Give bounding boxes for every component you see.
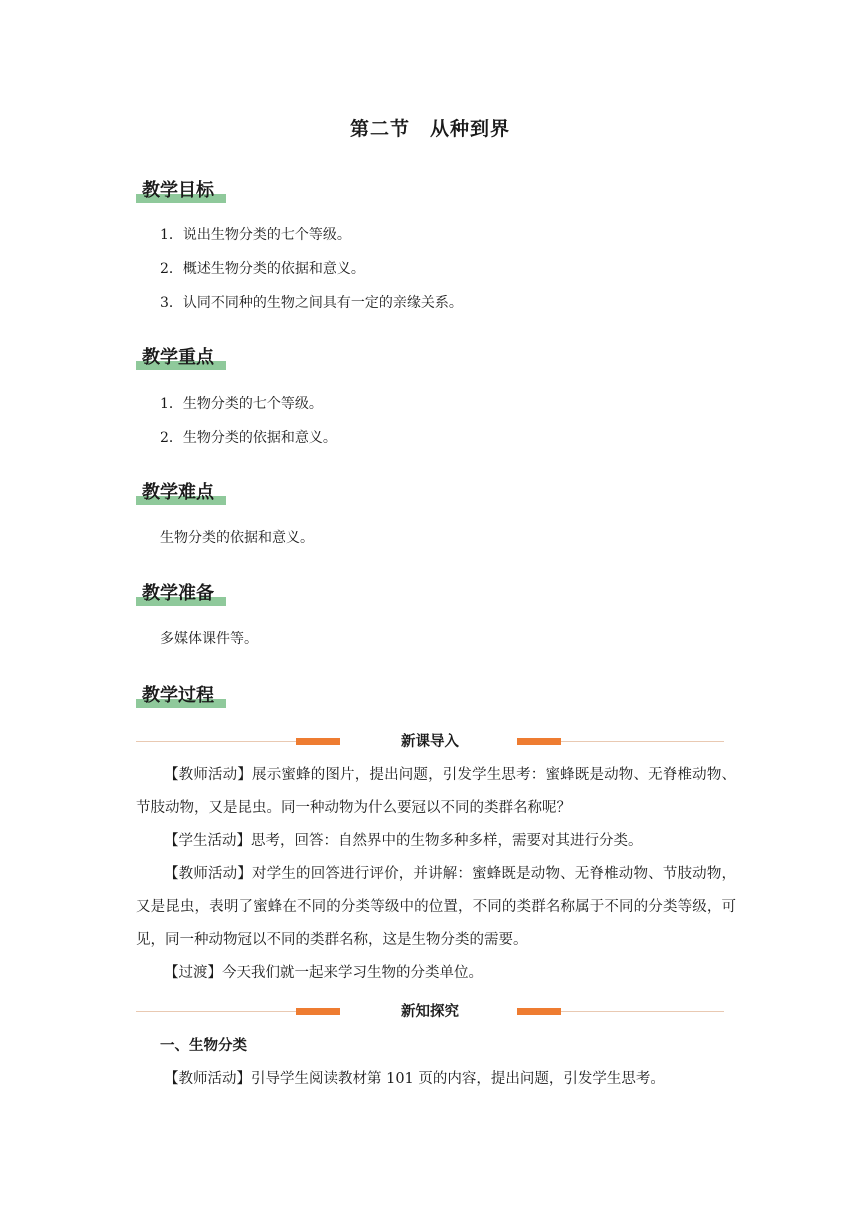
subsection-heading: 一、生物分类	[160, 1038, 247, 1054]
intro-paragraph: 【教师活动】展示蜜蜂的图片，提出问题，引发学生思考：蜜蜂既是动物、无脊椎动物、节肢动物，又是昆虫。同一种动物为什么要冠以不同的类群名称呢？	[136, 767, 736, 816]
divider-explore	[136, 1004, 724, 1020]
divider-label: 新知探究	[401, 1004, 459, 1020]
objective-item: 2．概述生物分类的依据和意义。	[160, 261, 365, 277]
section-heading-process: 教学过程	[136, 683, 214, 713]
explore-paragraph: 【教师活动】引导学生阅读教材第 101 页的内容，提出问题，引发学生思考。	[164, 1071, 665, 1087]
divider-intro	[136, 734, 724, 750]
intro-paragraph: 【学生活动】思考，回答：自然界中的生物多种多样，需要对其进行分类。	[164, 833, 643, 849]
key-point-item: 2．生物分类的依据和意义。	[160, 430, 337, 446]
section-heading-objectives: 教学目标	[136, 178, 214, 208]
section-heading-key-points: 教学重点	[136, 345, 214, 375]
objective-item: 1．说出生物分类的七个等级。	[160, 227, 351, 243]
key-point-item: 1．生物分类的七个等级。	[160, 396, 323, 412]
difficulty-text: 生物分类的依据和意义。	[160, 530, 314, 546]
objective-item: 3．认同不同种的生物之间具有一定的亲缘关系。	[160, 295, 463, 311]
divider-label: 新课导入	[401, 734, 459, 750]
intro-paragraph: 【过渡】今天我们就一起来学习生物的分类单位。	[164, 965, 483, 981]
section-heading-preparation: 教学准备	[136, 581, 214, 611]
section-heading-difficulties: 教学难点	[136, 480, 214, 510]
preparation-text: 多媒体课件等。	[160, 631, 258, 647]
page-title: 第二节 从种到界	[349, 118, 510, 140]
intro-paragraph: 【教师活动】对学生的回答进行评价，并讲解：蜜蜂既是动物、无脊椎动物、节肢动物，又是昆虫，表明了蜜蜂在不同的分类等级中的位置，不同的类群名称属于不同的分类等级，可见，同一种动物冠以不同的类群名称，这是生物分类的需要。	[136, 866, 736, 948]
